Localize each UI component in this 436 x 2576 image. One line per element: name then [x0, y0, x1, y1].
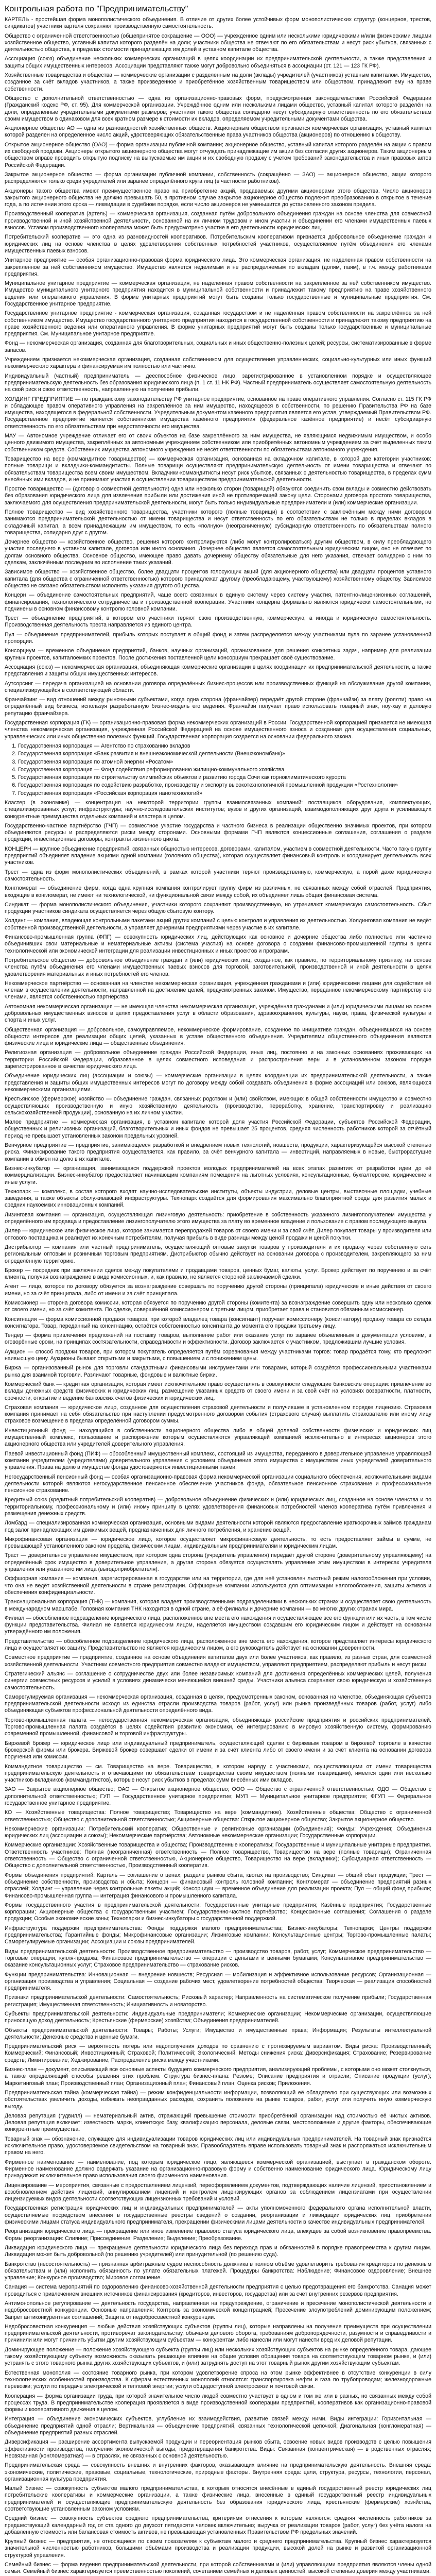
glossary-paragraph: Простое товарищество — (договор о совместной деятельности) одна или несколько сторон (товарищей) обязуются соединить свои вклады и совместно действовать без образования юридического лица для извлечения прибыли или достижения иной не противоречащей закону цели. Сторонами договора простого товарищества, заключаемого для осуществления предпринимательской деятельности, могут быть только индивидуальные предприниматели и (или) коммерческие организации.: [5, 486, 431, 506]
glossary-paragraph: Негосударственный пенсионный фонд — особая организационно-правовая форма некоммерческой организации социального обеспечения, исключительными видами деятельности которой являются негосударственное пенсионное обеспечение участников фонда, обязательное пенсионное страхование и профессиональное пенсионное страхование.: [5, 1473, 431, 1494]
glossary-paragraph: Муниципальное унитарное предприятие — коммерческая организация, не наделенная правом собственности на закрепленное за ней собственником имущество. Имущество муниципального унитарного предприятия находится в муниципальной собственности и принадлежит такому предприятию на праве хозяйственного ведения или оперативного управления. В форме унитарных предприятий могут быть созданы только государственные и муниципальные предприятия. См. Государственное унитарное предприятие.: [5, 280, 431, 307]
glossary-paragraph: Саморегулируемая организация — некоммерческая организация, созданная в целях, предусмотренных законом, основанная на членстве, объединяющая субъектов предпринимательской деятельности исходя из единства отрасли производства товаров (работ, услуг) или рынка произведённых товаров (работ, услуг) либо объединяющая субъектов профессиональной деятельности определённого вида.: [5, 1693, 431, 1714]
glossary-paragraph: Виды предпринимательской деятельности: Производственное предпринимательство — производство товаров, работ, услуг; Коммерческое предпринимательство — торговые операции, купля-продажа; Финансовое предпринимательство — операции с деньгами и ценными бумагами; Консультативное предпринимательство — оказание консультационных услуг; Страховое предпринимательство — страхование рисков.: [5, 1948, 431, 1969]
glossary-paragraph: Аутсорсинг — передача организацией на основании договора определённых бизнес-процессов или производственных функций на обслуживание другой компании, специализирующейся в соответствующей области.: [5, 680, 431, 693]
glossary-paragraph: Признаки предпринимательской деятельности: Самостоятельность; Рисковый характер; Направленность на систематическое получение прибыли; Государственная регистрация; Имущественная ответственность; Инициативность и новаторство.: [5, 1994, 431, 2008]
list-item: 2. Государственная корпорация «Банк развития и внешнеэкономической деятельности (Внешэкономбанк)»: [18, 751, 431, 757]
glossary-paragraph: Закрытое акционерное общество — форма организации публичной компании, собственность (сокращённо — ЗАО) — акционерное общество, акции которого распределяются только среди учредителей или заранее определённого круга лиц (в частности работников).: [5, 171, 431, 185]
glossary-paragraph: Полное товарищество — вид хозяйственного товарищества, участники которого (полные товарищи) в соответствии с заключённым между ними договором занимаются предпринимательской деятельностью от имени товарищества и несут ответственность по его обязательствам не только в пределах вкладов в складочный капитал, а всем принадлежащим им имуществом, то есть «полную» (неограниченную) субсидиарную ответственность по обязательствам полного товарищества, солидарно друг с другом.: [5, 509, 431, 536]
list-item: 3. Государственная корпорация по атомной энергии «Росатом»: [18, 759, 431, 766]
glossary-paragraph: Дистрибьютор — компания или частный предприниматель, осуществляющий оптовые закупки товаров у производителя и их продажу через собственную сеть региональным оптовым и розничным торговым предприятиям. Дистрибьютор обычно действует на основании договора с производителем, закрепляющего за ним определённую территорию.: [5, 1244, 431, 1264]
glossary-paragraph: Религиозная организация — добровольное объединение граждан Российской Федерации, иных лиц, постоянно и на законных основаниях проживающих на территории Российской Федерации, образованное в целях совместного исповедания и распространения веры и в установленном законом порядке зарегистрированное в качестве юридического лица.: [5, 1049, 431, 1070]
glossary-paragraph: Субъекты предпринимательской деятельности: Индивидуальные предприниматели; Коммерческие организации; Некоммерческие организации, осуществляющие приносящую доход деятельность; Крестьянские (фермерские) хозяйства; Объединения предпринимателей.: [5, 2011, 431, 2024]
glossary-paragraph: Государственно-частное партнёрство (ГЧП) — совместное участие государства и частного бизнеса в реализации общественно значимых проектов, при котором объединяются ресурсы и распределяются риски между сторонами. Основными формами ГЧП являются концессионные соглашения, соглашения о разделе продукции, инвестиционные договоры, контракты жизненного цикла.: [5, 822, 431, 843]
glossary-paragraph: Формы государственного участия в предпринимательской деятельности: Государственные унитарные предприятия; Казённые предприятия; Государственные корпорации; Акционерные общества с государственным участием; Государственно-частное партнёрство; Концессионные соглашения; Соглашения о разделе продукции; Особые экономические зоны; Технопарки и бизнес-инкубаторы с государственной поддержкой.: [5, 1902, 431, 1922]
glossary-paragraph: Некоммерческие организации: Потребительский кооператив; Общественные и религиозные организации (объединения); Фонды; Учреждения; Объединения юридических лиц (ассоциации и союзы); Некоммерческие партнёрства; Автономные некоммерческие организации; Государственные корпорации.: [5, 1825, 431, 1839]
glossary-paragraph: Фирменное наименование — наименование, под которым юридическое лицо, являющееся коммерческой организацией, выступает в гражданском обороте. Фирменное наименование должно содержать указание на организационно-правовую форму и собственно наименование юридического лица. Юридическому лицу принадлежит исключительное право использования своего фирменного наименования.: [5, 2159, 431, 2179]
glossary-paragraph: Государственное унитарное предприятие - коммерческая организация, созданная государством и не наделённая правом собственности на закреплённое за ней собственником имущество. Имущество государственного унитарного предприятия находится в государственной собственности и принадлежит такому предприятию на праве хозяйственного ведения или оперативного управления. В форме унитарных предприятий могут быть созданы только государственные и муниципальные предприятия. См. Муниципальное унитарное предприятие.: [5, 310, 431, 337]
glossary-paragraph: Транснациональная корпорация (ТНК) — компания, которая владеет производственными подразделениями в нескольких странах и осуществляет свою деятельность в международном масштабе. Головная компания ТНК находится в одной стране, а её филиалы и дочерние компании — во многих других странах мира.: [5, 1599, 431, 1612]
glossary-paragraph: Учреждением признается некоммерческая организация, созданная собственником для осуществления управленческих, социально-культурных или иных функций некоммерческого характера и финансируемая им полностью или частично.: [5, 357, 431, 370]
glossary-paragraph: Венчурное предприятие — предприятие, занимающееся разработкой и внедрением новых технологий, новшеств, продукции, характеризующейся высокой степенью риска. Финансирование такого предприятия осуществляется, как правило, за счёт венчурного капитала — инвестиций, направляемых в новые, быстрорастущие компании в обмен на долю в их капитале.: [5, 1142, 431, 1162]
glossary-paragraph: Предпринимательский риск — вероятность потерь или недополучения доходов по сравнению с прогнозируемым вариантом. Виды риска: Производственный; Коммерческий; Финансовый; Инвестиционный; Страховой; Политический; Экологический. Методы снижения риска: Диверсификация; Страхование; Резервирование средств; Лимитирование; Хеджирование; Распределение риска между участниками.: [5, 2043, 431, 2063]
glossary-paragraph: Крупный бизнес — предприятия, не относящиеся по своим показателям к субъектам малого и среднего предпринимательства. Крупный бизнес характеризуется значительной численностью работников, большими объёмами производства и реализации продукции, высокой долей на рынке и развитой организационной структурой управления.: [5, 2538, 431, 2558]
glossary-paragraph: Автономная некоммерческая организация — не имеющая членства некоммерческая организация, учреждённая гражданами и (или) юридическими лицами на основе добровольных имущественных взносов в целях предоставления услуг в области образования, здравоохранения, культуры, науки, права, физической культуры и спорта и иных услуг.: [5, 1003, 431, 1024]
glossary-paragraph: Консорциум — временное объединение предприятий, банков, научных организаций, организованное для решения конкретных задач, например для реализации крупных проектов, капиталоёмких проектов. После достижения поставленной цели консорциум прекращает своё существование.: [5, 648, 431, 661]
glossary-paragraph: Акционерное общество АО — одна из разновидностей хозяйственных обществ. Акционерным обществом признается коммерческая организация, уставный капитал которой разделен на определенное число акций, удостоверяющих обязательственные права участников общества (акционеров) по отношению к обществу.: [5, 125, 431, 139]
list-item: 1. Государственная корпорация — Агентство по страхованию вкладов: [18, 743, 431, 750]
glossary-paragraph: Малое предприятие — коммерческая организация, в уставном капитале которой доля участия Российской Федерации, субъектов Российской Федерации, общественных и религиозных организаций, благотворительных и иных фондов не превышает 25 процентов, средняя численность работников которой за отчётный период не превышает установленных законом предельных уровней.: [5, 1119, 431, 1139]
glossary-paragraph: Санация — система мероприятий по оздоровлению финансово-хозяйственной деятельности предприятия с целью предотвращения его банкротства. Санация может проводиться с привлечением внешних источников финансирования (кредиторов, инвесторов, государства) или за счёт внутренних резервов предприятия.: [5, 2284, 431, 2297]
glossary-paragraph: Товарный знак — обозначение, служащее для индивидуализации товаров юридических лиц или индивидуальных предпринимателей. На товарный знак признаётся исключительное право, удостоверяемое свидетельством на товарный знак. Правообладатель вправе использовать товарный знак и распоряжаться исключительным правом на него.: [5, 2136, 431, 2156]
glossary-paragraph: Общество с дополнительной ответственностью — одна из организационно-правовых форм, предусмотренная законодательством Российской Федерации (Гражданский кодекс РФ, ст. 95). Для коммерческой организации. Учреждённое одним или несколькими лицами общество, уставный капитал которого разделён на доли, определённые учредительными документами размеров; участники такого общества солидарно несут субсидиарную ответственность по его обязательствам своим имуществом в одинаковом для всех кратном размере к стоимости их вкладов, определяемом учредительными документами общества.: [5, 95, 431, 122]
glossary-paragraph: Ассоциация (союз) — некоммерческая организация, объединяющая коммерческие организации в целях координации их предпринимательской деятельности, а также представления и защиты общих имущественных интересов.: [5, 664, 431, 677]
glossary-paragraph: Государственная регистрация юридических лиц и индивидуальных предпринимателей — акты уполномоченного федерального органа исполнительной власти, осуществляемые посредством внесения в государственные реестры сведений о создании, реорганизации и ликвидации юридических лиц, приобретении физическими лицами статуса индивидуального предпринимателя, прекращении физическими лицами деятельности в качестве индивидуальных предпринимателей.: [5, 2205, 431, 2226]
glossary-paragraph: Трест — объединение предприятий, в котором его участники теряют свою производственную, коммерческую, а иногда и юридическую самостоятельность. Производственная деятельность треста направляется из единого центра.: [5, 615, 431, 629]
glossary-paragraph: Коммерческий банк — кредитная организация, которая имеет исключительное право осуществлять в совокупности следующие банковские операции: привлечение во вклады денежных средств физических и юридических лиц, размещение указанных средств от своего имени и за свой счёт на условиях возвратности, платности, срочности, открытие и ведение банковских счетов физических и юридических лиц.: [5, 1381, 431, 1401]
glossary-paragraph: КАРТЕЛЬ - простейшая форма монополистического объединения. В отличие от других более устойчивых форм монополистических структур (концернов, трестов, синдикатов) участники картеля сохраняют производственную самостоятельность.: [5, 16, 431, 30]
glossary-paragraph: Представительство — обособленное подразделение юридического лица, расположенное вне места его нахождения, которое представляет интересы юридического лица и осуществляет их защиту. Представительство не является юридическим лицом, а его руководитель действует на основании доверенности.: [5, 1638, 431, 1652]
glossary-paragraph: Концерн — объединение самостоятельных предприятий, чаще всего связанных в единую систему через систему участия, патентно-лицензионных соглашений, финансирования, технологического сотрудничества и производственной кооперации. Участники концерна формально являются юридически самостоятельными, но подчинены в основном финансовому контролю головной компании.: [5, 592, 431, 612]
glossary-paragraph: Оффшорная компания — компания, зарегистрированная в государстве или на территории, где для неё установлен льготный режим налогообложения при условии, что она не ведёт хозяйственной деятельности в стране регистрации. Оффшорные компании используются для оптимизации налогообложения, защиты активов и обеспечения конфиденциальности.: [5, 1575, 431, 1596]
glossary-paragraph: Страховая компания — юридическое лицо, созданное для осуществления страховой деятельности и получившее в установленном порядке лицензию. Страховая компания принимает на себя обязательство при наступлении предусмотренного договором события (страхового случая) выплатить страхователю или иному лицу страховое возмещение в пределах определённой договором суммы.: [5, 1404, 431, 1425]
glossary-paragraph: Зависимое общество — хозяйственное общество, более двадцати процентов голосующих акций (для акционерного общества) или двадцати процентов уставного капитала (для общества с ограниченной ответственностью) которого принадлежат другому (преобладающему, участвующему) хозяйственному обществу. Зависимое общество не связано обязательством исполнять указания другого общества.: [5, 569, 431, 589]
numbered-list: [5, 743, 431, 797]
glossary-paragraph: Инфраструктура поддержки предпринимательства: Фонды поддержки малого предпринимательства; Бизнес-инкубаторы; Технопарки; Центры поддержки предпринимательства; Гарантийные фонды; Микрофинансовые организации; Лизинговые компании; Консультационные центры; Торгово-промышленные палаты; Саморегулируемые организации; Ассоциации и союзы предпринимателей.: [5, 1925, 431, 1945]
page-title: Контрольная работа по "Предпринимательству": [5, 5, 188, 13]
glossary-paragraph: Кредитный союз (кредитный потребительский кооператив) — добровольное объединение физических и (или) юридических лиц, созданное на основе членства и по территориальному, профессиональному и (или) иному принципу в целях удовлетворения финансовых потребностей членов кооператива путём привлечения и размещения денежных средств.: [5, 1497, 431, 1517]
glossary-paragraph: Недобросовестная конкуренция — любые действия хозяйствующих субъектов (группы лиц), которые направлены на получение преимуществ при осуществлении предпринимательской деятельности, противоречат законодательству, обычаям делового оборота, требованиям добропорядочности, разумности и справедливости и причинили или могут причинить убытки другим хозяйствующим субъектам — конкурентам либо нанесли или могут нанести вред их деловой репутации.: [5, 2323, 431, 2344]
glossary-paragraph: Аукцион — способ продажи товаров, при котором покупатель определяется путём соревнования между участниками торгов: товар продаётся тому, кто предложит наивысшую цену. Аукционы бывают открытыми и закрытыми, с повышением и с понижением цены.: [5, 1348, 431, 1362]
glossary-paragraph: Диверсификация — расширение ассортимента выпускаемой продукции и переориентация рынков сбыта, освоение новых видов производств с целью повышения эффективности производства, получения экономической выгоды, предотвращения банкротства. Виды: Связанная (концентрическая) — в родственных отраслях; Несвязанная (конгломератная) — в отраслях, не связанных с основной деятельностью.: [5, 2439, 431, 2459]
glossary-paragraph: Доминирующее положение — положение хозяйствующего субъекта (группы лиц) или нескольких хозяйствующих субъектов на рынке определённого товара, дающее такому хозяйствующему субъекту возможность оказывать решающее влияние на общие условия обращения товара на соответствующем товарном рынке, и (или) устранять с этого товарного рынка других хозяйствующих субъектов, и (или) затруднять доступ на этот товарный рынок другим хозяйствующим субъектам.: [5, 2346, 431, 2367]
glossary-paragraph: Консигнация — форма комиссионной продажи товаров, при которой владелец товара (консигнант) поручает комиссионеру (консигнатору) продажу товара со склада консигнатора. Товар, переданный на консигнацию, остаётся собственностью консигнанта до момента его продажи третьему лицу.: [5, 1316, 431, 1329]
glossary-paragraph: Технопарк — комплекс, в состав которого входят научно-исследовательские институты, объекты индустрии, деловые центры, выставочные площадки, учебные заведения, а также объекты обслуживающей инфраструктуры. Технопарк создаётся для формирования максимально благоприятной среды для развития малых и средних наукоёмких инновационных компаний.: [5, 1188, 431, 1209]
glossary-paragraph: Реорганизация юридического лица — прекращение или иное изменение правового статуса юридического лица, влекущее за собой возникновение правопреемства. Формы реорганизации: Слияние; Присоединение; Разделение; Выделение; Преобразование.: [5, 2228, 431, 2242]
glossary-paragraph: Бизнес-инкубатор — организация, занимающаяся поддержкой проектов молодых предпринимателей на всех этапах развития: от разработки идеи до её коммерциализации. Бизнес-инкубатор предоставляет начинающим компаниям помещения на льготных условиях, консультационные, бухгалтерские, юридические и иные услуги.: [5, 1165, 431, 1185]
glossary-paragraph: МАУ — Автономное учреждение отличает его от своих объектов на базе закреплённого за ним имущества, не являющимся недвижимым имуществом, и особо ценного движимого имущества, закреплённых за автономным учреждением собственником или приобретённых автономным учреждением за счёт выделенных таким собственником средств. Собственник имущества автономного учреждения не несёт ответственности по обязательствам автономного учреждения.: [5, 433, 431, 453]
glossary-paragraph: Агент — лицо, которое по договору обязуется за вознаграждение совершать по поручению другой стороны (принципала) юридические и иные действия от своего имени, но за счёт принципала, либо от имени и за счёт принципала.: [5, 1283, 431, 1297]
list-item: 4. Государственная корпорация — Фонд содействия реформированию жилищно-коммунального хозяйства: [18, 767, 431, 773]
glossary-paragraph: Финансово-промышленная группа (ФПГ) — совокупность юридических лиц, действующих как основное и дочерние общества либо полностью или частично объединивших свои материальные и нематериальные активы (система участия) на основе договора о создании финансово-промышленной группы в целях технологической или экономической интеграции для реализации инвестиционных и иных проектов и программ.: [5, 934, 431, 954]
glossary-paragraph: Общество с ограниченной ответственностью (общепринятое сокращение — ООО) — учрежденное одним или несколькими юридическими и/или физическими лицами хозяйственное общество, уставный капитал которого разделён на доли; участники общества не отвечают по его обязательствам и несут риск убытков, связанных с деятельностью общества, в пределах стоимости принадлежащих им долей в уставном капитале общества.: [5, 32, 431, 53]
glossary-paragraph: Государственная корпорация (ГК) — организационно-правовая форма некоммерческих организаций в России. Государственной корпорацией признается не имеющая членства некоммерческая организация, учрежденная Российской Федерацией на основе имущественного взноса и созданная для осуществления социальных, управленческих или иных общественно полезных функций. Государственная корпорация создается на основании федерального закона.: [5, 720, 431, 740]
glossary-paragraph: Конгломерат — объединение фирм, когда одна крупная компания контролирует группу фирм из различных, не связанных между собой отраслей. Предприятия, входящие в конгломерат, не имеют ни технологической, ни функциональной связи между собой, их объединяет лишь общая финансовая система.: [5, 885, 431, 899]
glossary-paragraph: Открытое акционерное общество (ОАО) — форма организации публичной компании; акционерное общество, уставный капитал которого разделён на акции с правом их свободной продажи. Акционеры открытого акционерного общества могут отчуждать принадлежащие им акции без согласия других акционеров. Таким акционерным обществом вправе проводить открытую подписку на выпускаемые им акции и их свободную продажу с учетом требований законодательства и иных правовых актов Российской Федерации.: [5, 141, 431, 168]
glossary-paragraph: Кластер (в экономике) — концентрация на некоторой территории группы взаимосвязанных компаний: поставщиков оборудования, комплектующих, специализированных услуг; инфраструктуры; научно-исследовательских институтов; вузов и других организаций, взаимодополняющих друг друга и усиливающих конкурентные преимущества отдельных компаний и кластера в целом.: [5, 799, 431, 820]
glossary-paragraph: Товарищество на вере (коммандитное товарищество) — коммерческая организация, основанная на складочном капитале, в которой две категории участников: полные товарищи и вкладчики-коммандитисты. Полные товарищи осуществляют предпринимательскую деятельность от имени товарищества и отвечают по обязательствам товарищества всем своим имуществом. Вкладчики-коммандитисты несут риск убытков, связанных с деятельностью товарищества, в пределах сумм внесённых ими вкладов, и не принимают участия в осуществлении товариществом предпринимательской деятельности.: [5, 455, 431, 483]
glossary-paragraph: КОНЦЕРН — крупное объединение предприятий, связанных общностью интересов, договорами, капиталом, участием в совместной деятельности. Часто такую группу предприятий объединяет владение акциями одной компании (головного общества), которая осуществляет финансовый контроль и координирует деятельность всех участников.: [5, 845, 431, 866]
list-item: 6. Государственная корпорация по содействию разработке, производству и экспорту высокотехнологичной промышленной продукции «Ростехнологии»: [18, 782, 431, 789]
glossary-paragraph: Общественная организация — добровольное, самоуправляемое, некоммерческое формирование, созданное по инициативе граждан, объединившихся на основе общности интересов для реализации общих целей, указанных в уставе общественного объединения. Учредителями общественного объединения являются физические лица и юридические лица — общественные объединения.: [5, 1026, 431, 1047]
glossary-paragraph: Естественная монополия — состояние товарного рынка, при котором удовлетворение спроса на этом рынке эффективнее в отсутствие конкуренции в силу технологических особенностей производства. К сферам естественных монополий относятся: транспортировка нефти и газа по трубопроводам; железнодорожные перевозки; услуги по передаче электрической и тепловой энергии; услуги общедоступной электросвязи и почтовой связи.: [5, 2369, 431, 2390]
glossary-paragraph: Инвестиционный фонд — находящийся в собственности акционерного общества либо в общей долевой собственности физических и юридических лиц имущественный комплекс, пользование и распоряжение которым осуществляются управляющей компанией исключительно в интересах акционеров этого акционерного общества или учредителей доверительного управления.: [5, 1427, 431, 1448]
glossary-paragraph: Лизинговая компания — организация, осуществляющая лизинговую деятельность: приобретение в собственность указанного лизингополучателем имущества у определённого им продавца и предоставление лизингополучателю этого имущества за плату во временное владение и пользование с правом последующего выкупа.: [5, 1211, 431, 1225]
glossary-paragraph: Малый бизнес — совокупность субъектов малого предпринимательства, к которым относятся внесённые в единый государственный реестр юридических лиц потребительские кооперативы и коммерческие организации, а также физические лица, внесённые в единый государственный реестр индивидуальных предпринимателей и осуществляющие предпринимательскую деятельность без образования юридического лица, крестьянские (фермерские) хозяйства, соответствующие установленным законом условиям.: [5, 2485, 431, 2512]
glossary-paragraph: Коммандитное товарищество — см. Товарищество на вере. Товарищество, в котором наряду с участниками, осуществляющими от имени товарищества предпринимательскую деятельность и отвечающими по обязательствам товарищества своим имуществом (полными товарищами), имеется один или несколько участников-вкладчиков (коммандитистов), которые несут риск убытков в пределах сумм внесённых ими вкладов.: [5, 1763, 431, 1784]
glossary-paragraph: Объединение юридических лиц (ассоциации и союзы) — коммерческие организации в целях координации их предпринимательской деятельности, а также представления и защиты общих имущественных интересов могут по договору между собой создавать объединения в форме ассоциаций или союзов, являющихся некоммерческими организациями.: [5, 1073, 431, 1093]
glossary-paragraph: Унитарное предприятие — особая организационно-правовая форма юридического лица. Это коммерческая организация, не наделенная правом собственности на закрепленное за ней собственником имущество. Имущество является неделимым и не распределяемым по вкладам (долям, паям), в т.ч. между работниками предприятия.: [5, 257, 431, 277]
glossary-paragraph: Синдикат — форма монополистического объединения, участники которого сохраняют производственную, но утрачивают коммерческую самостоятельность. Сбыт продукции участников синдиката осуществляется через общую сбытовую контору.: [5, 901, 431, 915]
glossary-paragraph: Траст — доверительное управление имуществом, при котором одна сторона (учредитель управления) передаёт другой стороне (доверительному управляющему) на определённый срок имущество в доверительное управление, а другая сторона обязуется осуществлять управление этим имуществом в интересах учредителя управления или указанного им лица (выгодоприобретателя).: [5, 1552, 431, 1573]
glossary-paragraph: Совместное предприятие — предприятие, созданное на основе объединения капиталов двух или более участников, как правило, из разных стран, для совместной хозяйственной деятельности. Участники совместного предприятия совместно владеют имуществом, управляют предприятием, распределяют прибыль и несут риски.: [5, 1654, 431, 1668]
glossary-paragraph: Пул — объединение предпринимателей, прибыль которых поступает в общий фонд и затем распределяется между участниками пула по заранее установленной пропорции.: [5, 631, 431, 645]
glossary-paragraph: Паевой инвестиционный фонд (ПИФ) — обособленный имущественный комплекс, состоящий из имущества, переданного в доверительное управление управляющей компании учредителем (учредителями) доверительного управления с условием объединения этого имущества с имуществом иных учредителей доверительного управления. Права на долю в имуществе фонда удостоверяются инвестиционными паями.: [5, 1450, 431, 1471]
glossary-paragraph: Акционеры такого общества имеют преимущественное право на приобретение акций, продаваемых другими акционерами этого общества. Число акционеров закрытого акционерного общества не должно превышать 50, в противном случае закрытое акционерное общество подлежит преобразованию в открытое в течение года, а по истечении этого срока — ликвидации в судебном порядке, если число акционеров не уменьшится до установленного законом предела.: [5, 188, 431, 208]
glossary-paragraph: ХОЛДИНГ ПРЕДПРИЯТИЕ — по гражданскому законодательству РФ унитарное предприятие, основанное на праве оперативного управления. Согласно ст. 115 ГК РФ и обладающее правом оперативного управления на закреплённое за ним имущество, находящееся в собственности, по решению Правительства РФ на базе имущества, находящегося в федеральной собственности. Учредительным документом казённого предприятия является его устав, утверждаемый Правительством РФ. Государственное предприятие является собственником имущества казённого предприятия (федеральное казённое предприятие) и несёт субсидиарную ответственность по его обязательствам при недостаточности его имущества.: [5, 396, 431, 430]
glossary-paragraph: Средний бизнес — совокупность субъектов среднего предпринимательства, критериями отнесения к которым являются: средняя численность работников за предшествующий календарный год от ста одного до двухсот пятидесяти человек включительно; выручка от реализации товаров (работ, услуг) без учёта налога на добавленную стоимость или балансовая стоимость активов, не превышающая установленных Правительством РФ предельных значений.: [5, 2515, 431, 2535]
glossary-paragraph: Семейный бизнес — форма ведения предпринимательской деятельности, при которой собственниками и (или) управляющими предприятия являются члены одной семьи. Семейный бизнес характеризуется преемственностью поколений, сочетанием семейных и деловых ценностей, высокой степенью доверия между участниками.: [5, 2562, 431, 2575]
glossary-paragraph: Индивидуальный (частный) предприниматель — дееспособное физическое лицо, зарегистрированное в установленном порядке и осуществляющее предпринимательскую деятельность без образования юридического лица (п. 1 ст. 11 НК РФ). Частный предприниматель осуществляет самостоятельную деятельность на свой риск и свою ответственность, направленную на получение прибыли.: [5, 372, 431, 393]
glossary-entries: [5, 16, 431, 2576]
glossary-paragraph: Тендер — форма привлечения предложений на поставку товаров, выполнение работ или оказание услуг по заранее объявленным в документации условиям, в оговорённые сроки, на принципах состязательности, справедливости и эффективности. Договор заключается с участником, предложившим лучшие условия.: [5, 1332, 431, 1346]
glossary-paragraph: Бизнес-план — документ, описывающий все основные аспекты будущего коммерческого предприятия, анализирующий проблемы, с которыми оно может столкнуться, а также определяющий способы решения этих проблем. Структура бизнес-плана: Резюме; Описание предприятия и отрасли; Описание продукции (услуг); Маркетинговый план; Производственный план; Организационный план; Финансовый план; Оценка рисков; Приложения.: [5, 2066, 431, 2087]
glossary-paragraph: Банкротство (несостоятельность) — признанная арбитражным судом неспособность должника в полном объёме удовлетворить требования кредиторов по денежным обязательствам и (или) исполнить обязанность по уплате обязательных платежей. Процедуры банкротства: Наблюдение; Финансовое оздоровление; Внешнее управление; Конкурсное производство; Мировое соглашение.: [5, 2261, 431, 2281]
glossary-paragraph: Формы объединения предприятий: Картель — соглашение о ценах, разделе рынков сбыта, квотах на производство; Синдикат — общий сбыт продукции; Трест — объединение собственности, производства и сбыта; Концерн — финансовый контроль головной компании; Конгломерат — объединение предприятий разных отраслей; Холдинг — управление через контрольные пакеты акций; Консорциум — временное объединение для реализации проекта; Пул — общий фонд прибыли; Финансово-промышленная группа — интеграция финансового и промышленного капитала.: [5, 1872, 431, 1899]
glossary-paragraph: Коммерческие организации: Хозяйственные товарищества и общества; Производственные кооперативы; Государственные и муниципальные унитарные предприятия. Ответственность участников: Полная (неограниченная) ответственность — Полное товарищество, Товарищество на вере (полные товарищи); Ограниченная ответственность — Общество с ограниченной ответственностью, Акционерное общество, Товарищество на вере (вкладчики); Субсидиарная ответственность — Общество с дополнительной ответственностью, Производственный кооператив.: [5, 1842, 431, 1869]
glossary-paragraph: Ломбард — специализированная коммерческая организация, основными видами деятельности которой являются предоставление краткосрочных займов гражданам под залог принадлежащих им движимых вещей, предназначенных для личного потребления, и хранение вещей.: [5, 1520, 431, 1533]
glossary-paragraph: ЗАО — Закрытое акционерное общество; ОАО — Открытое акционерное общество; ООО — Общество с ограниченной ответственностью; ОДО — Общество с дополнительной ответственностью; ГУП — Государственное унитарное предприятие; МУП — Муниципальное унитарное предприятие; ФГУП — Федеральное государственное унитарное предприятие.: [5, 1786, 431, 1806]
glossary-paragraph: Предпринимательская среда — совокупность внешних и внутренних факторов, оказывающих влияние на предпринимательскую деятельность. Внешняя среда: экономические, политические, правовые, социальные, технологические, природные факторы. Внутренняя среда: цели, структура, ресурсы, технологии, персонал, организационная культура предприятия.: [5, 2462, 431, 2482]
glossary-paragraph: Биржевой брокер — юридическое лицо или индивидуальный предприниматель, осуществляющий сделки с биржевым товаром в биржевой торговле в качестве брокерской фирмы или брокера. Биржевой брокер совершает сделки от имени и за счёт клиента либо от своего имени и за счёт клиента на основании договора поручения или комиссии.: [5, 1740, 431, 1760]
glossary-paragraph: Торгово-промышленная палата — негосударственная некоммерческая организация, объединяющая российские предприятия и российских предпринимателей. Торгово-промышленная палата создаётся в целях содействия развитию экономики, её интегрированию в мировую хозяйственную систему, формированию современной промышленной, финансовой и торговой инфраструктуры.: [5, 1717, 431, 1737]
glossary-paragraph: Кооперация — форма организации труда, при которой значительное число людей совместно участвует в одном и том же или в разных, но связанных между собой процессах труда. В предпринимательстве кооперация проявляется в виде производственной кооперации предприятий, кооперативов как организационно-правовой формы и кооперативного движения в целом.: [5, 2393, 431, 2413]
glossary-paragraph: Потребительский кооператив — это одна из разновидностей кооперативов. Потребительским кооперативом признается добровольное объединение граждан и юридических лиц на основе членства в целях удовлетворения собственных потребностей участников, осуществляемое путём объединения его членами имущественных паевых взносов.: [5, 234, 431, 254]
glossary-paragraph: Трест — одна из форм монополистических объединений, в рамках которой участники теряют производственную, коммерческую, а порой даже юридическую самостоятельность.: [5, 869, 431, 882]
list-item: 7. Государственная корпорация «Российская корпорация нанотехнологий»: [18, 790, 431, 797]
glossary-paragraph: Антимонопольное регулирование — деятельность государства, направленная на предупреждение, ограничение и пресечение монополистической деятельности и недобросовестной конкуренции. Основные направления: Контроль за экономической концентрацией; Пресечение злоупотреблений доминирующим положением; Запрет антиконкурентных соглашений; Защита от недобросовестной конкуренции.: [5, 2300, 431, 2320]
glossary-paragraph: Филиал — обособленное подразделение юридического лица, расположенное вне места его нахождения и осуществляющее все его функции или их часть, в том числе функции представительства. Филиал не является юридическим лицом, наделяется имуществом создавшим его юридическим лицом и действует на основании утверждённого им положения.: [5, 1615, 431, 1635]
glossary-paragraph: Фонд — некоммерческая организация, созданная для благотворительных, социальных и иных общественно-полезных целей; ресурсы, систематизированные в форме запасов.: [5, 340, 431, 353]
glossary-paragraph: Деловая репутация (гудвилл) — нематериальный актив, отражающий превышение стоимости приобретённой организации над стоимостью её чистых активов. Деловая репутация включает: известность марки, клиентскую базу, квалификацию персонала, деловые связи, местоположение и другие факторы, обеспечивающие конкурентные преимущества.: [5, 2112, 431, 2133]
glossary-paragraph: Ликвидация юридического лица — прекращение деятельности юридического лица без перехода прав и обязанностей в порядке правопреемства к другим лицам. Ликвидация может быть добровольной (по решению учредителей) или принудительной (по решению суда).: [5, 2244, 431, 2258]
glossary-paragraph: Брокер — посредник при заключении сделок между покупателями и продавцами товаров, ценных бумаг, валюты, услуг. Брокер действует по поручению и за счёт клиента, получая вознаграждение в виде комиссионных, и, как правило, не является стороной заключаемой сделки.: [5, 1267, 431, 1281]
glossary-paragraph: Ассоциация (союз) объединение нескольких коммерческих организаций в целях координации их предпринимательской деятельности, а также представления и защиты общих имущественных интересов. Ассоциации представляют также могут добровольно объединяться в ассоциации (ст. 121 — 123 ГК РФ).: [5, 56, 431, 69]
glossary-paragraph: Холдинг — компания, владеющая контрольными пакетами акций других компаний с целью контроля и управления их деятельностью. Холдинговая компания не ведёт собственной производственной деятельности, а управляет дочерними предприятиями через участие в их капитале.: [5, 918, 431, 931]
glossary-paragraph: Стратегический альянс — соглашение о сотрудничестве двух или более независимых компаний для достижения определённых коммерческих целей, получения синергии совместных ресурсов и усилий в условиях динамически меняющейся внешней среды. Участники альянса сохраняют свою юридическую и хозяйственную самостоятельность.: [5, 1670, 431, 1691]
glossary-paragraph: Потребительское общество — добровольное объединение граждан и (или) юридических лиц, созданное, как правило, по территориальному признаку, на основе членства путём объединения его членами имущественных паевых взносов для торговой, заготовительной, производственной и иной деятельности в целях удовлетворения материальных и иных потребностей его членов.: [5, 957, 431, 977]
glossary-paragraph: Функции предпринимательства: Инновационная — внедрение новшеств; Ресурсная — мобилизация и эффективное использование ресурсов; Организационная — организация производства и управления; Социальная — создание рабочих мест, удовлетворение потребностей общества; Творческая — реализация способностей предпринимателя.: [5, 1971, 431, 1992]
list-item: 5. Государственная корпорация по строительству олимпийских объектов и развитию города Сочи как горноклиматического курорта: [18, 774, 431, 781]
glossary-paragraph: Некоммерческое партнёрство — основанная на членстве некоммерческая организация, учреждённая гражданами и (или) юридическими лицами для содействия её членам в осуществлении деятельности, направленной на достижение целей, предусмотренных законом. Имущество, переданное некоммерческому партнёрству его членами, является собственностью партнёрства.: [5, 980, 431, 1001]
glossary-paragraph: Производственный кооператив (артель) — коммерческая организация, созданная путём добровольного объединения граждан на основе членства для совместной производственной и иной хозяйственной деятельности, основанной на их личном трудовом и ином участии и объединении его членами имущественных паевых взносов. Уставом производственного кооператива может быть предусмотрено участие в его деятельности юридических лиц.: [5, 211, 431, 231]
glossary-paragraph: КО — Хозяйственные товарищества: Полное товарищество; Товарищество на вере (коммандитное). Хозяйственные общества: Общество с ограниченной ответственностью; Общество с дополнительной ответственностью; Акционерные общества: Открытое акционерное общество; Закрытое акционерное общество.: [5, 1809, 431, 1823]
glossary-paragraph: Предпринимательская тайна (коммерческая тайна) — режим конфиденциальности информации, позволяющий её обладателю при существующих или возможных обстоятельствах увеличить доходы, избежать неоправданных расходов, сохранить положение на рынке товаров, работ, услуг или получить иную коммерческую выгоду.: [5, 2089, 431, 2110]
glossary-paragraph: Лицензирование — мероприятия, связанные с предоставлением лицензий, переоформлением документов, подтверждающих наличие лицензий, приостановлением и возобновлением действия лицензий, аннулированием лицензий и контролем лицензирующих органов за соблюдением лицензиатами при осуществлении лицензируемых видов деятельности соответствующих лицензионных требований и условий.: [5, 2182, 431, 2202]
glossary-paragraph: Биржа — организованный рынок для торговли стандартными финансовыми инструментами или товарами, который создаётся профессиональными участниками рынка для взаимной торговли. Различают товарные, фондовые и валютные биржи.: [5, 1365, 431, 1378]
glossary-paragraph: Комиссионер — сторона договора комиссии, которая обязуется по поручению другой стороны (комитента) за вознаграждение совершить одну или несколько сделок от своего имени, но за счёт комитента. По сделке, совершённой комиссионером с третьим лицом, приобретает права и становится обязанным комиссионер.: [5, 1299, 431, 1313]
glossary-paragraph: Крестьянское (фермерское) хозяйство — объединение граждан, связанных родством и (или) свойством, имеющих в общей собственности имущество и совместно осуществляющих производственную и иную хозяйственную деятельность (производство, переработку, хранение, транспортировку и реализацию сельскохозяйственной продукции), основанную на их личном участии.: [5, 1096, 431, 1116]
glossary-paragraph: Хозяйственные товарищества и общества — коммерческие организации с разделенным на доли (вклады) учредителей (участников) уставным капиталом. Имущество, созданное за счёт вкладов участников, а также произведенное и приобретённое хозяйственным товариществом или обществом, принадлежит ему на праве собственности.: [5, 72, 431, 92]
glossary-paragraph: Франчайзинг — вид отношений между рыночными субъектами, когда одна сторона (франчайзер) передаёт другой стороне (франчайзи) за плату (роялти) право на определённый вид бизнеса, используя разработанную бизнес-модель его ведения. Франчайзи получает право использовать товарный знак, ноу-хау и деловую репутацию франчайзера.: [5, 697, 431, 717]
glossary-paragraph: Объекты предпринимательской деятельности: Товары; Работы; Услуги; Имущество и имущественные права; Информация; Результаты интеллектуальной деятельности; Денежные средства и ценные бумаги.: [5, 2027, 431, 2040]
glossary-paragraph: Дилер — юридическое или физическое лицо, которое занимается перепродажей товаров от своего имени и за свой счёт. Дилер покупает товары у производителя или оптового поставщика и реализует их конечным потребителям, получая прибыль в виде разницы между ценой продажи и ценой покупки.: [5, 1228, 431, 1241]
glossary-paragraph: Интеграция — объединение экономических субъектов, углубление их взаимодействия, развитие связей между ними. Виды интеграции: Горизонтальная — объединение предприятий одной отрасли; Вертикальная — объединение предприятий, связанных технологической цепочкой; Диагональная (конгломератная) — объединение предприятий разных отраслей.: [5, 2416, 431, 2436]
glossary-paragraph: Микрофинансовая организация — юридическое лицо, которое осуществляет микрофинансовую деятельность, то есть предоставляет займы в сумме, не превышающей установленного законом предела, физическим лицам, индивидуальным предпринимателям и юридическим лицам.: [5, 1536, 431, 1550]
glossary-paragraph: Дочернее общество — хозяйственное общество, решения которого контролируются (либо могут контролироваться) другим обществом, в силу преобладающего участия последнего в уставном капитале, договора или иного основания. Дочернее общество является самостоятельным юридическим лицом, оно не отвечает по долгам основного общества. Основное общество, имеющее право давать дочернему обществу обязательные для него указания, отвечает солидарно с ним по сделкам, заключённым последним во исполнение таких указаний.: [5, 539, 431, 566]
